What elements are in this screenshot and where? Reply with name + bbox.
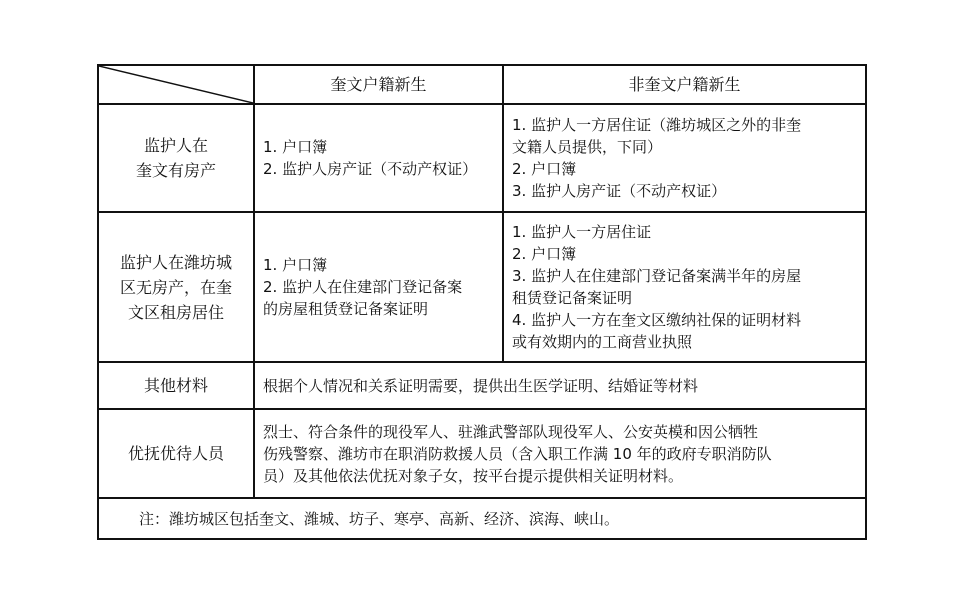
header-nonlocal-students: 非奎文户籍新生 [503,65,866,104]
materials-table [97,64,867,540]
special-groups-text: 烈士、符合条件的现役军人、驻潍武警部队现役军人、公安英模和因公牺牲 伤残警察、潍坊市在职消防救援人员（含入职工作满 10 年的政府专职消防队 员）及其他依法优抚对象子女，按平台提示提供相关证明材料。 [254,409,866,498]
header-row [98,65,866,104]
row-label: 监护人在潍坊城 区无房产，在奎 文区租房居住 [98,212,254,362]
nonlocal-cell: 1. 监护人一方居住证 2. 户口簿 3. 监护人在住建部门登记备案满半年的房屋 租赁登记备案证明 4. 监护人一方在奎文区缴纳社保的证明材料 或有效期内的工商营业执照 [503,212,866,362]
note-text: 注：潍坊城区包括奎文、潍城、坊子、寒亭、高新、经济、滨海、峡山。 [98,498,866,539]
special-groups-row [98,409,866,498]
diagonal-header-cell [98,65,254,104]
local-cell: 1. 户口簿 2. 监护人房产证（不动产权证） [254,104,503,212]
nonlocal-cell: 1. 监护人一方居住证（潍坊城区之外的非奎 文籍人员提供，下同） 2. 户口簿 3. 监护人房产证（不动产权证） [503,104,866,212]
local-cell: 1. 户口簿 2. 监护人在住建部门登记备案 的房屋租赁登记备案证明 [254,212,503,362]
row-label: 优抚优待人员 [98,409,254,498]
row-label: 其他材料 [98,362,254,409]
note-row [98,498,866,539]
other-materials-text: 根据个人情况和关系证明需要，提供出生医学证明、结婚证等材料 [254,362,866,409]
header-local-students: 奎文户籍新生 [254,65,503,104]
other-materials-row [98,362,866,409]
table-row [98,212,866,362]
table-row [98,104,866,212]
row-label: 监护人在 奎文有房产 [98,104,254,212]
